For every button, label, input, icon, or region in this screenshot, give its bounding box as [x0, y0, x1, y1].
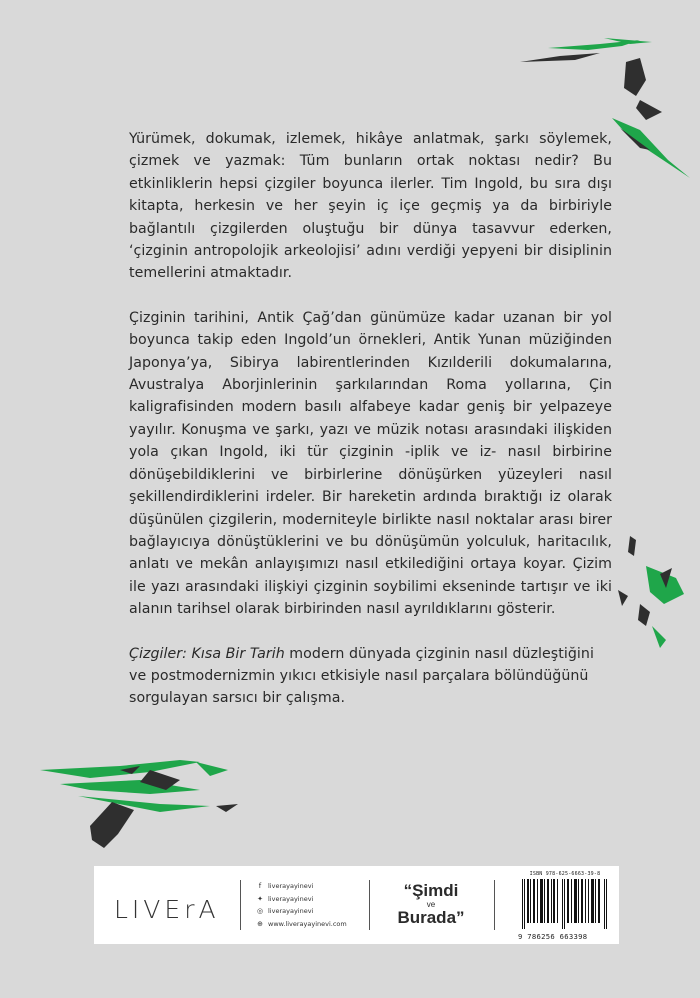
blurb-paragraph-3 [129, 643, 612, 710]
publisher-social-links [256, 880, 347, 930]
twitter-icon: ✦ [257, 894, 263, 903]
social-instagram[interactable] [256, 905, 347, 918]
social-twitter[interactable] [256, 893, 347, 906]
publisher-logo: LIVErA [114, 895, 220, 924]
facebook-icon: f [258, 882, 262, 891]
divider [369, 880, 370, 930]
blurb-paragraph-1: Yürümek, dokumak, izlemek, hikâye anlatmak, şarkı söylemek, çizmek ve yazmak: Tüm bunların ortak noktası nedir? Bu etkinliklerin hepsi çizgiler boyunca ilerler. Tim Ingold, bu sıra dışı kitapta, herkesin ve her şeyin iç içe geçmiş ya da birbiriyle bağlantılı çizgilerden oluştuğu bir dünya tasavvur ederken, ‘çizginin antropolojik arkeolojisi’ adını verdiği yepyeni bir disiplinin temellerini atmaktadır. [129, 131, 612, 282]
blurb-paragraph-2: Çizginin tarihini, Antik Çağ’dan günümüze kadar uzanan bir yol boyunca takip eden Ingold’un örnekleri, Antik Yunan müziğinden Japonya’ya, Sibirya labirentlerinden Kızılderili dokumalarına, Avustralya Aborjinlerinin şarkılarından Roma yollarına, Çin kaligrafisinden modern basılı alfabeye kadar geniş bir yelpazeye yayılır. Konuşma ve şarkı, yazı ve müzik notası arasındaki ilişkiden yola çıkan Ingold, iki tür çizginin -iplik ve iz- nasıl birbirine dönüşebildiklerini ve birbirlerine dönüşürken yüzeyleri nasıl şekillendirdiklerini irdeler. Bir hareketin ardında bıraktığı iz olarak düşünülen çizgilerin, moderniteyle birlikte nasıl noktalar arası birer bağlayıcıya dönüştüklerini ve bu dönüşümün yolculuk, haritacılık, anlatı ve mekân anlayışımızı nasıl etkilediğini ortaya koyar. Çizim ile yazı arasındaki ilişkiyi çizginin soybilimi ekseninde tartışır ve iki alanın tarihsel olarak birbirinden nasıl ayrıldıklarını gösterir. [129, 309, 612, 618]
globe-icon: ⊕ [257, 920, 263, 929]
isbn-digits: 9 786256 663398 [518, 932, 588, 941]
social-website[interactable] [256, 918, 347, 931]
brush-strokes-left-bottom [40, 760, 238, 848]
website-url: www.liverayayinevi.com [268, 920, 347, 929]
series-title-line-3: Burada” [397, 908, 465, 927]
divider [494, 880, 495, 930]
social-handle: liverayayinevi [268, 882, 314, 891]
series-title-line-1: “Şimdi [403, 881, 459, 900]
publisher-band [94, 866, 619, 944]
social-facebook[interactable] [256, 880, 347, 893]
barcode [518, 879, 612, 931]
social-handle: liverayayinevi [268, 894, 314, 903]
back-cover-blurb [129, 128, 612, 732]
blurb-paragraph-3-text: modern dünyada çizginin nasıl düzleştiğini ve postmodernizmin yıkıcı etkisiyle nasıl parçalara bölündüğünü sorgulayan sarsıcı bir çalışma. [129, 645, 594, 707]
divider [240, 880, 241, 930]
isbn-barcode-block [518, 871, 612, 941]
instagram-icon: ◎ [256, 907, 264, 916]
series-title-line-2: ve [426, 900, 436, 909]
book-title-italic: Çizgiler: Kısa Bir Tarih [129, 645, 285, 662]
brush-strokes-right-middle [618, 536, 684, 648]
isbn-label: ISBN 978-625-6663-39-8 [529, 871, 601, 877]
social-handle: liverayayinevi [268, 907, 314, 916]
series-title [383, 882, 479, 927]
